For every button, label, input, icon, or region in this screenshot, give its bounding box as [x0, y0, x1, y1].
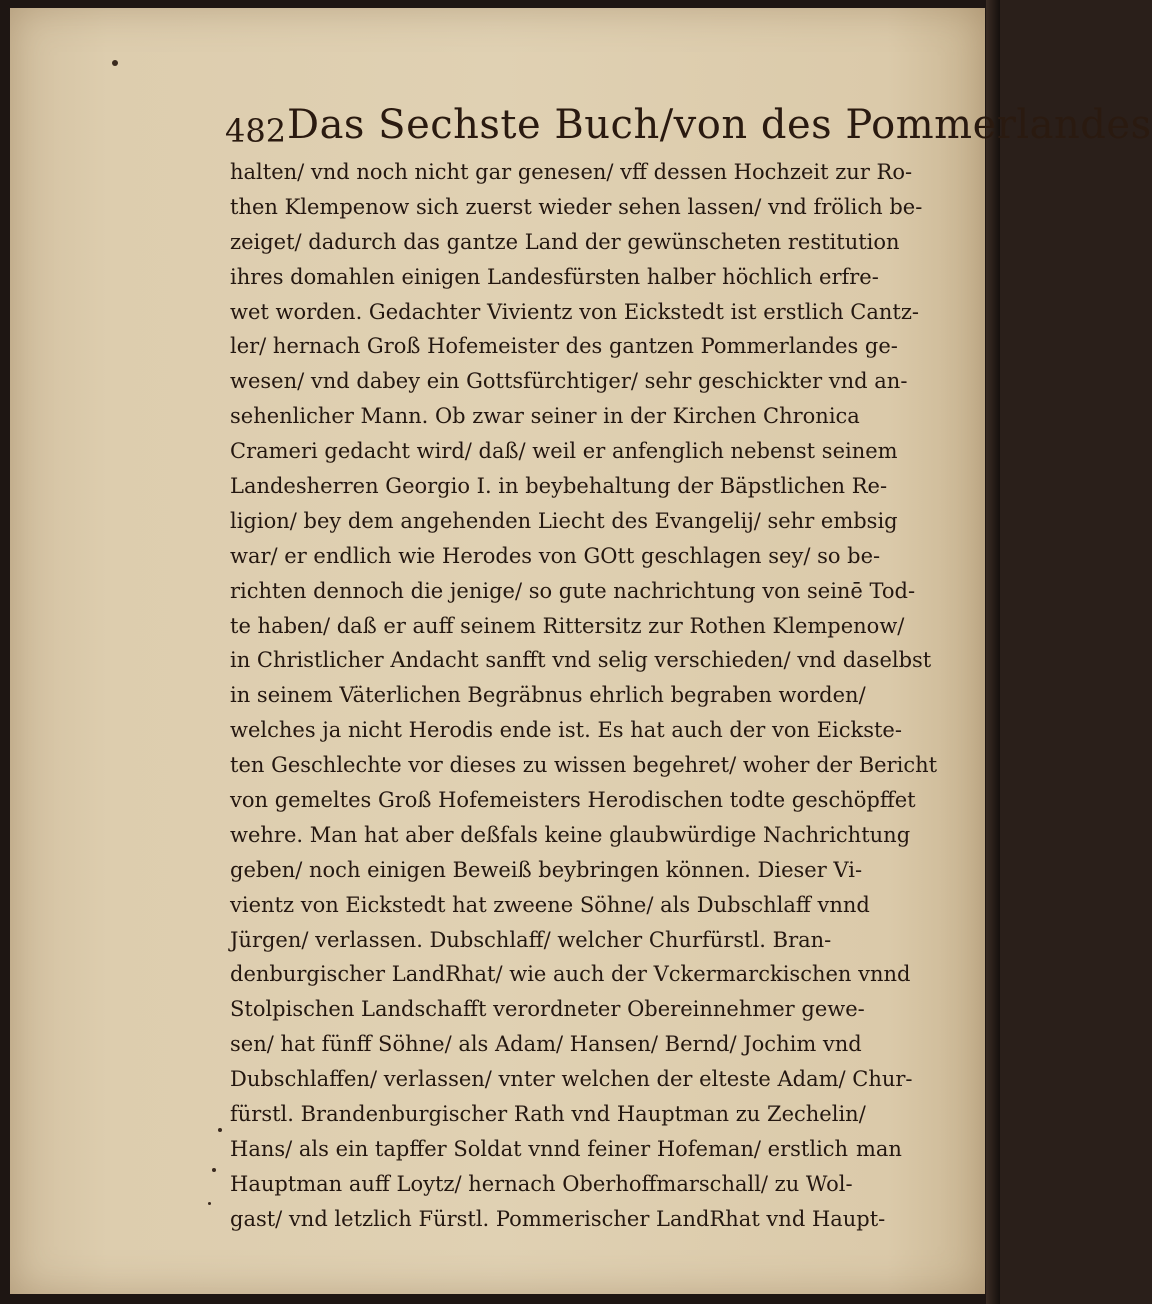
text-line: wesen/ vnd dabey ein Gottsfürchtiger/ sehr geschickter vnd an-	[230, 369, 908, 394]
body-text	[230, 155, 938, 1237]
text-line: te haben/ daß er auff seinem Rittersitz zur Rothen Klempenow/	[230, 613, 905, 638]
text-line: Dubschlaffen/ verlassen/ vnter welchen der elteste Adam/ Chur-	[230, 1067, 913, 1092]
text-line: vientz von Eickstedt hat zweene Söhne/ als Dubschlaff vnnd	[230, 892, 870, 917]
text-line: ler/ hernach Groß Hofemeister des gantzen Pommerlandes ge-	[230, 334, 898, 359]
book-cover-edge	[986, 0, 1000, 1304]
text-line: Hauptman auff Loytz/ hernach Oberhoffmarschall/ zu Wol-	[230, 1171, 853, 1196]
text-line: Stolpischen Landschafft verordneter Obereinnehmer gewe-	[230, 997, 865, 1022]
text-line: richten dennoch die jenige/ so gute nachrichtung von seinē Tod-	[230, 578, 916, 603]
text-line: geben/ noch einigen Beweiß beybringen können. Dieser Vi-	[230, 857, 863, 882]
text-line: sen/ hat fünff Söhne/ als Adam/ Hansen/ Bernd/ Jochim vnd	[230, 1032, 862, 1057]
text-line: ligion/ bey dem angehenden Liecht des Evangelij/ sehr embsig	[230, 508, 898, 533]
text-line: wehre. Man hat aber deßfals keine glaubwürdige Nachrichtung	[230, 822, 911, 847]
running-head: Das Sechste Buch/von des Pommerlandes	[287, 102, 1152, 148]
text-line: zeiget/ dadurch das gantze Land der gewünscheten restitution	[230, 229, 900, 254]
ink-speck	[208, 1202, 211, 1205]
text-line: Jürgen/ verlassen. Dubschlaff/ welcher Churfürstl. Bran-	[230, 927, 832, 952]
text-line: welches ja nicht Herodis ende ist. Es hat auch der von Eickste-	[230, 718, 902, 743]
catchword: man	[856, 1137, 902, 1161]
text-line: denburgischer LandRhat/ wie auch der Vckermarckischen vnnd	[230, 962, 911, 987]
text-line: sehenlicher Mann. Ob zwar seiner in der Kirchen Chronica	[230, 404, 860, 429]
text-line: wet worden. Gedachter Vivientz von Eickstedt ist erstlich Cantz-	[230, 299, 920, 324]
text-line: ten Geschlechte vor dieses zu wissen begehret/ woher der Bericht	[230, 753, 938, 778]
text-line: fürstl. Brandenburgischer Rath vnd Hauptman zu Zechelin/	[230, 1102, 866, 1127]
text-line: in seinem Väterlichen Begräbnus ehrlich begraben worden/	[230, 683, 866, 708]
text-line: ihres domahlen einigen Landesfürsten halber höchlich erfre-	[230, 264, 879, 289]
text-line: in Christlicher Andacht sanfft vnd selig verschieden/ vnd daselbst	[230, 648, 932, 673]
text-line: von gemeltes Groß Hofemeisters Herodischen todte geschöpffet	[230, 788, 916, 813]
text-line: Hans/ als ein tapffer Soldat vnnd feiner Hofeman/ erstlich	[230, 1136, 849, 1161]
ink-speck	[212, 1168, 216, 1172]
page-header	[225, 100, 1152, 155]
text-line: halten/ vnd noch nicht gar genesen/ vff dessen Hochzeit zur Ro-	[230, 160, 913, 184]
page-number: 482	[225, 112, 287, 150]
text-line: gast/ vnd letzlich Fürstl. Pommerischer LandRhat vnd Haupt-	[230, 1206, 886, 1231]
text-line: then Klempenow sich zuerst wieder sehen lassen/ vnd frölich be-	[230, 194, 923, 219]
text-line: Landesherren Georgio I. in beybehaltung der Bäpstlichen Re-	[230, 474, 888, 499]
text-line: Crameri gedacht wird/ daß/ weil er anfenglich nebenst seinem	[230, 439, 898, 464]
text-line: war/ er endlich wie Herodes von GOtt geschlagen sey/ so be-	[230, 543, 881, 568]
ink-speck	[218, 1128, 222, 1132]
ink-speck	[112, 60, 118, 66]
